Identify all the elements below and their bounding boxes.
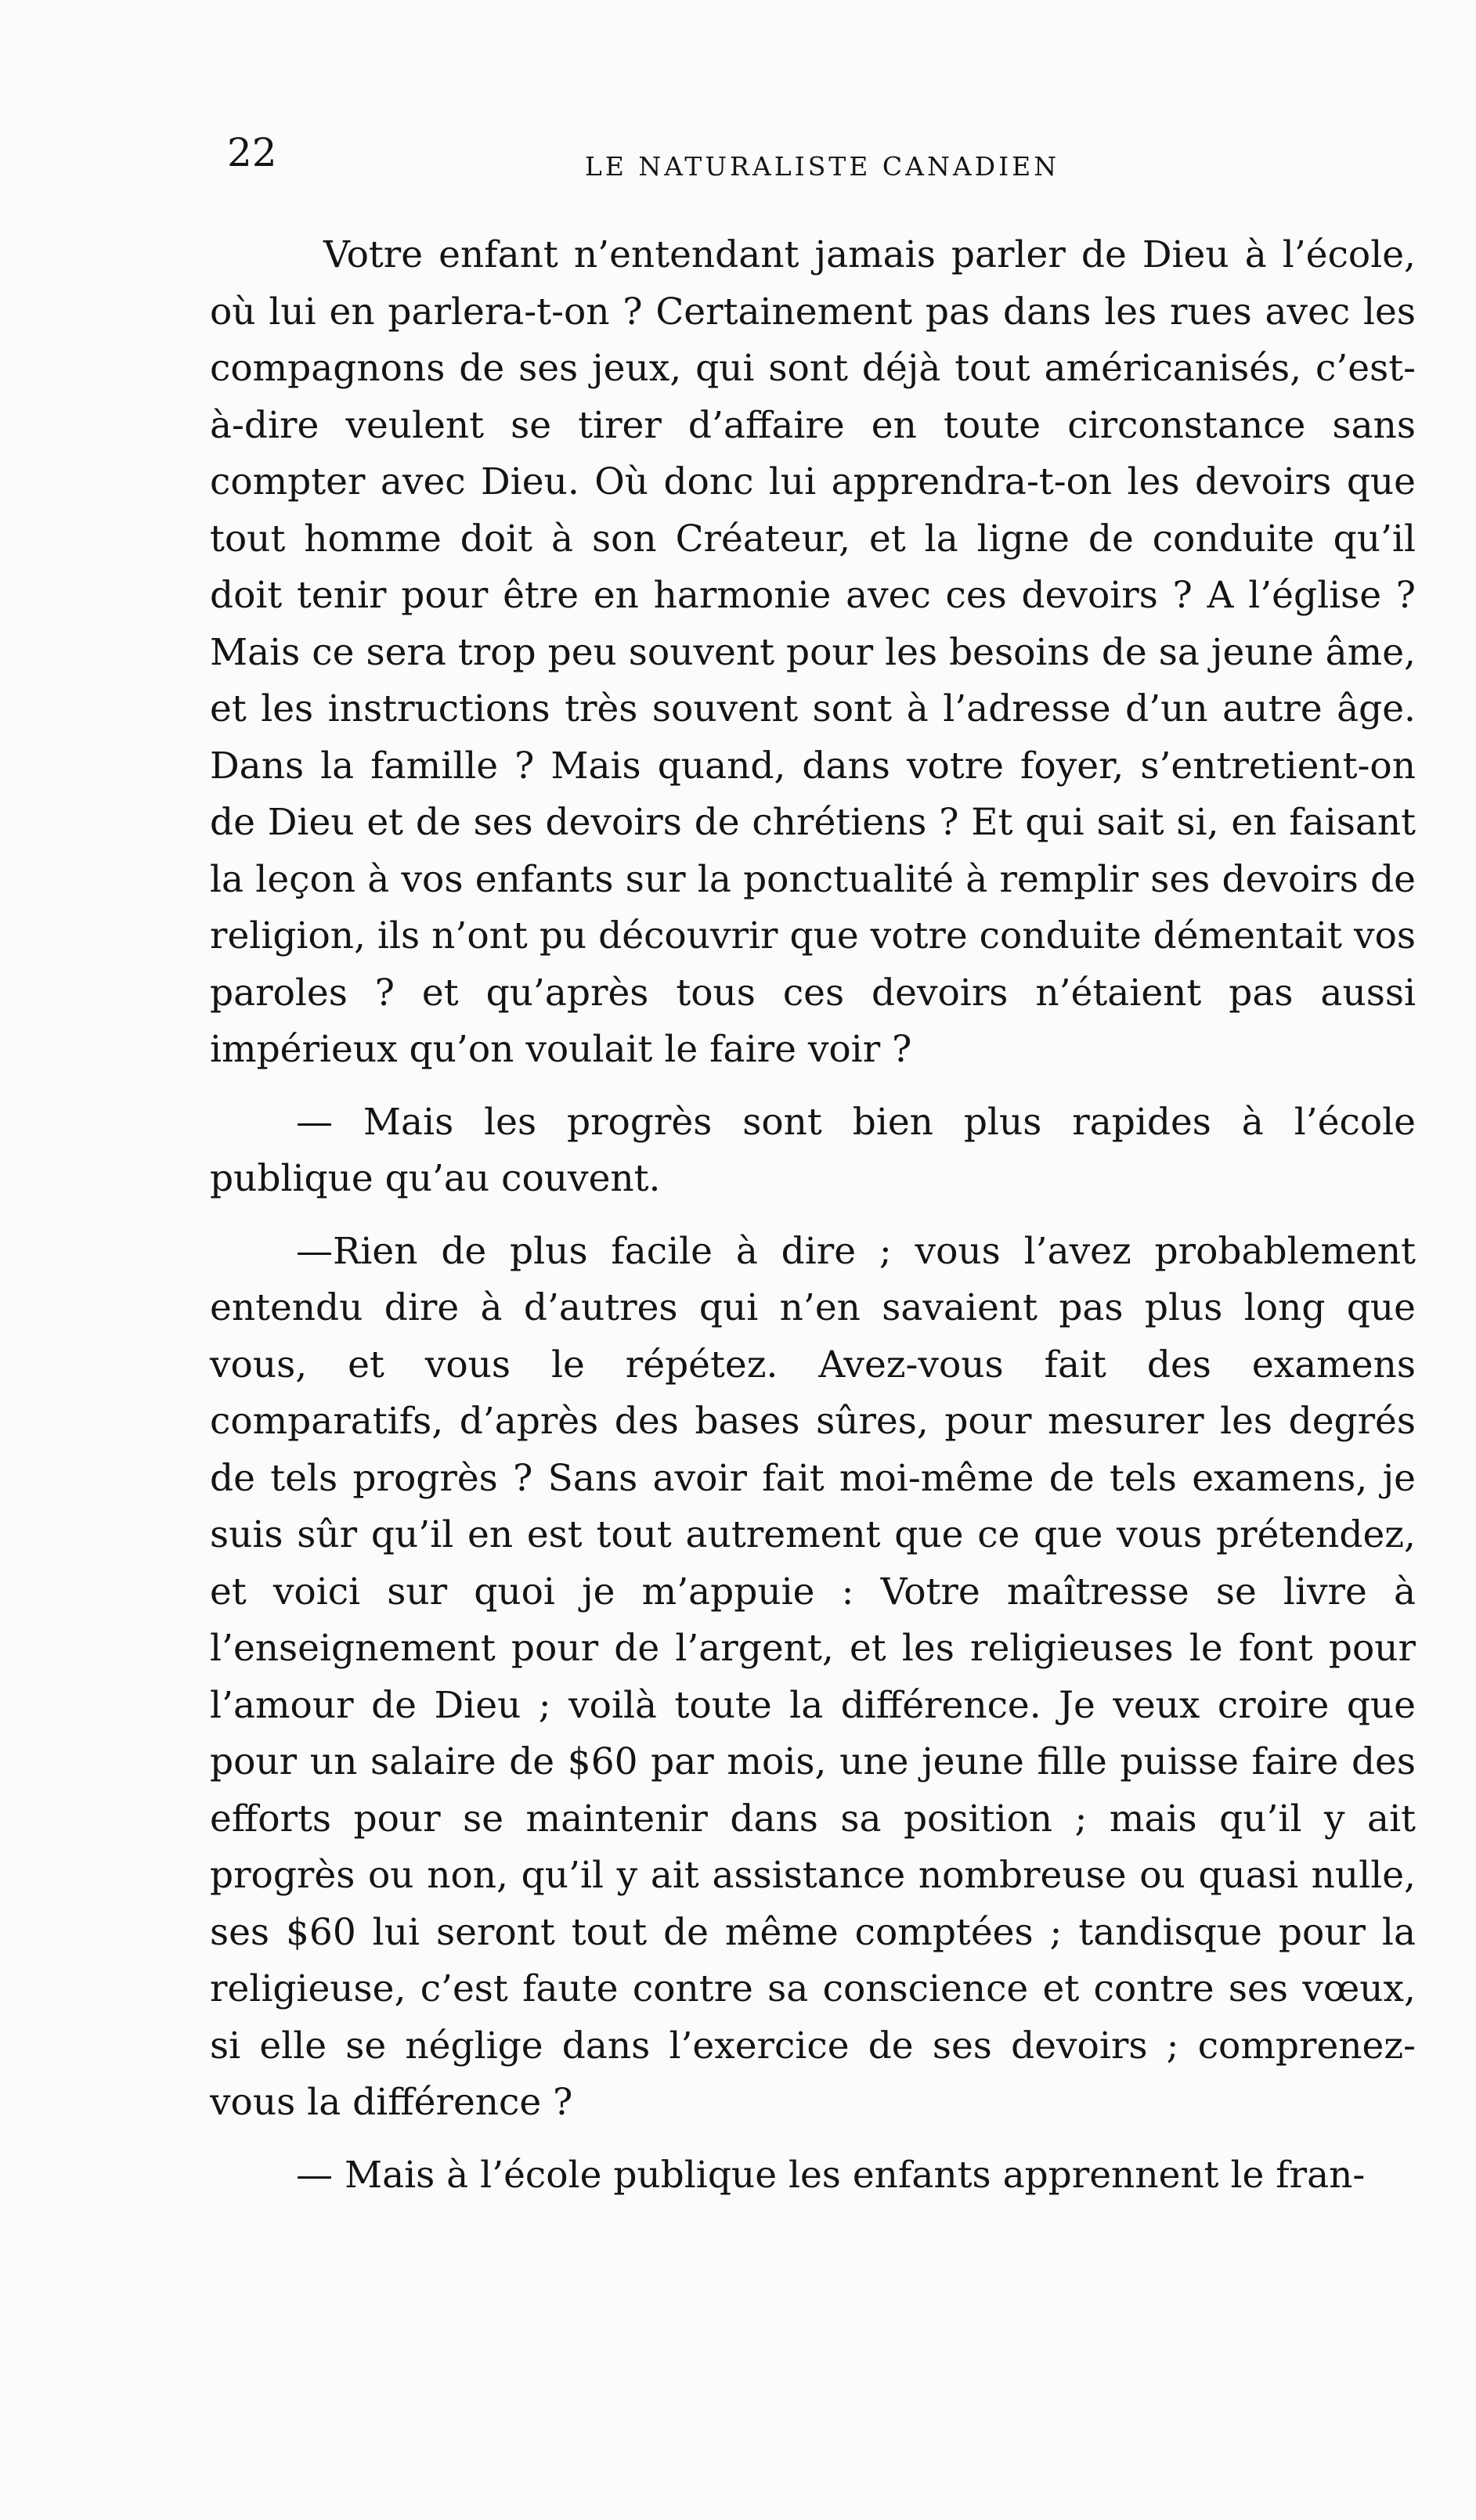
page-header <box>227 129 1417 192</box>
running-title: LE NATURALISTE CANADIEN <box>584 151 1060 182</box>
page-number: 22 <box>227 130 277 175</box>
body-text <box>210 227 1416 2204</box>
paragraph: — Mais les progrès sont bien plus rapides à l’école publique qu’au couvent. <box>210 1100 1416 1200</box>
paragraph: — Mais à l’école publique les enfants apprennent le fran- <box>296 2153 1366 2197</box>
paragraph: Votre enfant n’entendant jamais parler de Dieu à l’école, où lui en parlera-t-on ? Certainement pas dans les rues avec les compagnons de ses jeux, qui sont déjà tout américanisés, c’est-à-dire veulent se tirer d’affaire en toute circonstance sans compter avec Dieu. Où donc lui apprendra-t-on les devoirs que tout homme doit à son Créateur, et la ligne de conduite qu’il doit tenir pour être en harmonie avec ces devoirs ? A l’église ? Mais ce sera trop peu souvent pour les besoins de sa jeune âme, et les instructions très souvent sont à l’adresse d’un autre âge. Dans la famille ? Mais quand, dans votre foyer, s’entretient-on de Dieu et de ses devoirs de chrétiens ? Et qui sait si, en faisant la leçon à vos enfants sur la ponctualité à remplir ses devoirs de religion, ils n’ont pu découvrir que votre conduite démentait vos paroles ? et qu’après tous ces devoirs n’étaient pas aussi impérieux qu’on voulait le faire voir ? <box>210 233 1416 1071</box>
paragraph: —Rien de plus facile à dire ; vous l’avez probablement entendu dire à d’autres qui n’en savaient pas plus long que vous, et vous le répétez. Avez-vous fait des examens comparatifs, d’après des bases sûres, pour mesurer les degrés de tels progrès ? Sans avoir fait moi-même de tels examens, je suis sûr qu’il en est tout autrement que ce que vous prétendez, et voici sur quoi je m’appuie : Votre maîtresse se livre à l’enseignement pour de l’argent, et les religieuses le font pour l’amour de Dieu ; voilà toute la différence. Je veux croire que pour un salaire de $60 par mois, une jeune fille puisse faire des efforts pour se maintenir dans sa position ; mais qu’il y ait progrès ou non, qu’il y ait assistance nombreuse ou quasi nulle, ses $60 lui seront tout de même comptées ; tandisque pour la religieuse, c’est faute contre sa conscience et contre ses vœux, si elle se néglige dans l’exercice de ses devoirs ; comprenez-vous la différence ? <box>210 1229 1416 2124</box>
